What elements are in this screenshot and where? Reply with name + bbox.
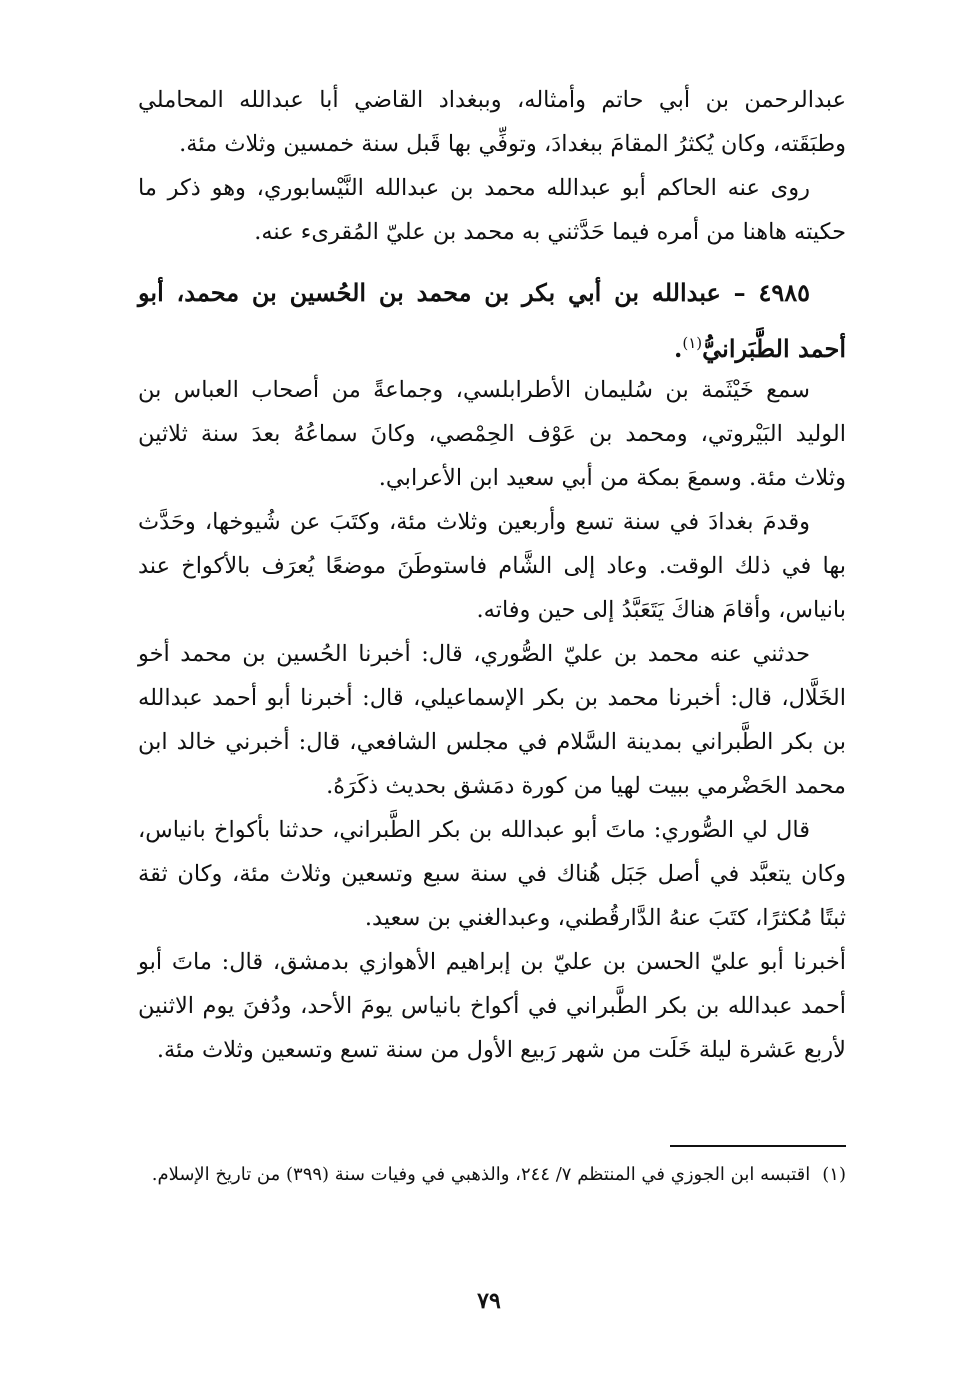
previous-entry-text — [138, 78, 846, 254]
entry-heading — [138, 268, 846, 374]
entry-body — [138, 368, 846, 1072]
paragraph: أخبرنا أبو عليّ الحسن بن عليّ بن إبراهيم الأهوازي بدمشق، قال: ماتَ أبو أحمد عبدالله بن بكر الطَّبراني في أكواخ بانياس يومَ الأحد، ودُفنَ يوم الاثنين لأربع عَشرة ليلة خَلَت من شهر رَبيع الأول من سنة تسع وتسعين وثلاث مئة. — [138, 949, 846, 1063]
paragraph: قال لي الصُّوري: ماتَ أبو عبدالله بن بكر الطَّبراني، حدثنا بأكواخ بانياس، وكان يتعبَّد في أصل جَبَل هُناك في سنة سبع وتسعين وثلاث مئة، وكان ثقة ثبتًا مُكثرًا، كتَبَ عنهُ الدَّارقُطني، وعبدالغني بن سعيد. — [138, 817, 846, 931]
paragraph: عبدالرحمن بن أبي حاتم وأمثاله، وببغداد القاضي أبا عبدالله المحاملي وطبَقَته، وكان يُكثرُ المقامَ ببغدادَ، وتوفِّي بها قَبل سنة خمسين وثلاث مئة. — [138, 87, 846, 157]
footnote-number: (١) — [822, 1164, 846, 1185]
paragraph: حدثني عنه محمد بن عليّ الصُّوري، قال: أخبرنا الحُسين بن محمد أخو الخَلَّال، قال: أخبرنا محمد بن بكر الإسماعيلي، قال: أخبرنا أبو أحمد عبدالله بن بكر الطَّبراني بمدينة السَّلام في مجلس الشافعي، قال: أخبرني خالد ابن محمد الحَضْرمي ببيت لهيا من كورة دمَشق بحديث ذكَرَهُ. — [138, 641, 846, 799]
entry-end-mark: . — [674, 334, 683, 363]
page-number: ٧٩ — [477, 1288, 501, 1314]
footnotes — [138, 1158, 846, 1192]
footnote — [138, 1158, 846, 1192]
footnote-text: اقتبسه ابن الجوزي في المنتظم ٧/ ٢٤٤، والذهبي في وفيات سنة (٣٩٩) من تاريخ الإسلام. — [151, 1164, 811, 1185]
entry-title — [138, 268, 846, 374]
paragraph: وقدمَ بغدادَ في سنة تسع وأربعين وثلاث مئة، وكتَبَ عن شُيوخها، وحَدَّث بها في ذلك الوقت. وعاد إلى الشَّام فاستوطَنَ موضعًا يُعرَف بالأكواخ عند بانياس، وأقامَ هناكَ يَتَعَبَّدُ إلى حين وفاته. — [138, 509, 846, 623]
entry-number: ٤٩٨٥ – — [733, 278, 811, 307]
footnote-reference: (١) — [682, 334, 703, 352]
paragraph: روى عنه الحاكم أبو عبدالله محمد بن عبدالله النَّيْسابوري، وهو ذكر ما حكيته هاهنا من أمره فيما حَدَّثني به محمد بن عليّ المُقرىء عنه. — [138, 175, 846, 245]
footnote-divider — [670, 1145, 846, 1147]
entry-name: عبدالله بن أبي بكر بن محمد بن الحُسين بن محمد، أبو أحمد الطَّبَرانيُّ — [138, 278, 846, 363]
paragraph: سمع خَيْثَمة بن سُليمان الأطرابلسي، وجماعةً من أصحاب العباس بن الوليد البَيْروتي، ومحمد بن عَوْف الحِمْصي، وكانَ سماعُهُ بعدَ سنة ثلاثين وثلاث مئة. وسمعَ بمكة من أبي سعيد ابن الأعرابي. — [138, 377, 846, 491]
